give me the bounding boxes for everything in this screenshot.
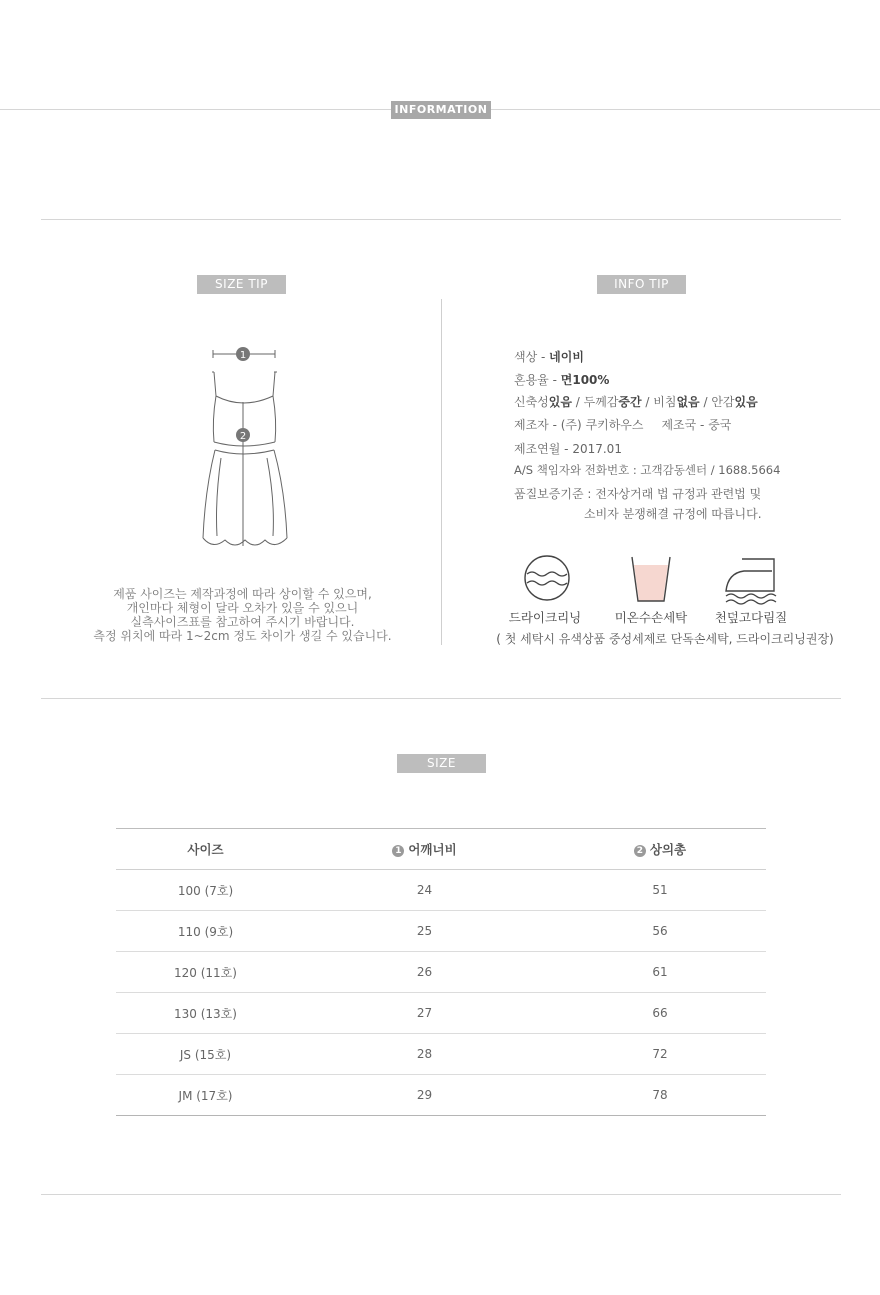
care-label-dry-clean: 드라이크리닝	[508, 610, 582, 625]
shoulder-cell: 28	[295, 1034, 554, 1075]
iron-icon	[722, 553, 780, 605]
size-table-header	[116, 829, 766, 870]
size-note-line: 개인마다 체형이 달라 오차가 있을 수 있으니	[126, 601, 359, 615]
care-note: ( 첫 세탁시 유색상품 중성세제로 단독손세탁, 드라이크리닝권장)	[496, 632, 834, 646]
sheer-value: 없음	[676, 395, 700, 409]
column-divider	[441, 299, 442, 645]
stretch-label: 신축성	[514, 395, 549, 409]
table-row	[116, 1034, 766, 1075]
size-cell: JS (15호)	[116, 1034, 295, 1075]
table-row	[116, 952, 766, 993]
dry-clean-icon	[522, 554, 574, 604]
stretch-value: 있음	[548, 395, 572, 409]
size-note-line: 실측사이즈표를 참고하여 주시기 바랍니다.	[130, 615, 355, 629]
size-cell: 110 (9호)	[116, 911, 295, 952]
info-fabric-row	[514, 371, 609, 388]
shoulder-cell: 24	[295, 870, 554, 911]
header-size: 사이즈	[116, 829, 295, 870]
size-note-line: 제품 사이즈는 제작과정에 따라 상이할 수 있으며,	[113, 587, 372, 601]
section-divider-2	[41, 698, 841, 699]
size-cell: 100 (7호)	[116, 870, 295, 911]
length-cell: 61	[554, 952, 766, 993]
marker-2-icon: 2	[634, 845, 646, 857]
info-color-row	[514, 348, 584, 365]
table-row	[116, 870, 766, 911]
information-badge: INFORMATION	[391, 101, 491, 119]
size-badge: SIZE	[397, 754, 486, 773]
info-quality-row-1: 품질보증기준 : 전자상거래 법 규정과 관련법 및	[514, 487, 762, 501]
header-length: 2 상의총	[554, 829, 766, 870]
table-row	[116, 1075, 766, 1116]
info-date-row: 제조연월 - 2017.01	[514, 442, 622, 456]
info-maker-row	[514, 416, 731, 433]
length-cell: 78	[554, 1075, 766, 1116]
dress-size-diagram	[195, 340, 295, 550]
info-properties-row	[514, 393, 758, 410]
shoulder-cell: 26	[295, 952, 554, 993]
shoulder-cell: 25	[295, 911, 554, 952]
thickness-label: / 두께감	[571, 395, 619, 409]
info-as-row: A/S 책임자와 전화번호 : 고객감동센터 / 1688.5664	[514, 463, 781, 477]
size-tip-badge: SIZE TIP	[197, 275, 286, 294]
thickness-value: 중간	[618, 395, 642, 409]
fabric-value: 면100%	[560, 373, 610, 387]
bottom-divider	[41, 1194, 841, 1195]
shoulder-cell: 27	[295, 993, 554, 1034]
marker-1-label: 1	[239, 350, 247, 361]
table-row	[116, 993, 766, 1034]
country-text: 제조국 - 중국	[661, 418, 732, 432]
care-label-iron: 천덮고다림질	[714, 610, 788, 625]
size-table	[116, 828, 766, 1116]
size-note-line: 측정 위치에 따라 1~2cm 정도 차이가 생길 수 있습니다.	[93, 629, 392, 643]
shoulder-cell: 29	[295, 1075, 554, 1116]
size-cell: JM (17호)	[116, 1075, 295, 1116]
length-cell: 66	[554, 993, 766, 1034]
maker-text: 제조자 - (주) 쿠키하우스	[514, 418, 644, 432]
marker-1-icon: 1	[392, 845, 404, 857]
size-cell: 130 (13호)	[116, 993, 295, 1034]
hand-wash-icon	[630, 555, 672, 603]
lining-value: 있음	[734, 395, 758, 409]
color-value: 네이비	[549, 350, 584, 364]
color-label: 색상 -	[514, 350, 550, 364]
header-shoulder: 1 어깨너비	[295, 829, 554, 870]
info-quality-row-2: 소비자 분쟁해결 규정에 따릅니다.	[584, 507, 762, 521]
fabric-label: 혼용율 -	[514, 373, 561, 387]
size-tip-notes	[40, 587, 445, 643]
sheer-label: / 비침	[641, 395, 677, 409]
care-label-hand-wash: 미온수손세탁	[614, 610, 688, 625]
lining-label: / 안감	[699, 395, 735, 409]
length-cell: 51	[554, 870, 766, 911]
length-cell: 72	[554, 1034, 766, 1075]
table-row	[116, 911, 766, 952]
marker-2-label: 2	[239, 431, 247, 442]
size-cell: 120 (11호)	[116, 952, 295, 993]
section-divider-1	[41, 219, 841, 220]
length-cell: 56	[554, 911, 766, 952]
info-tip-badge: INFO TIP	[597, 275, 686, 294]
